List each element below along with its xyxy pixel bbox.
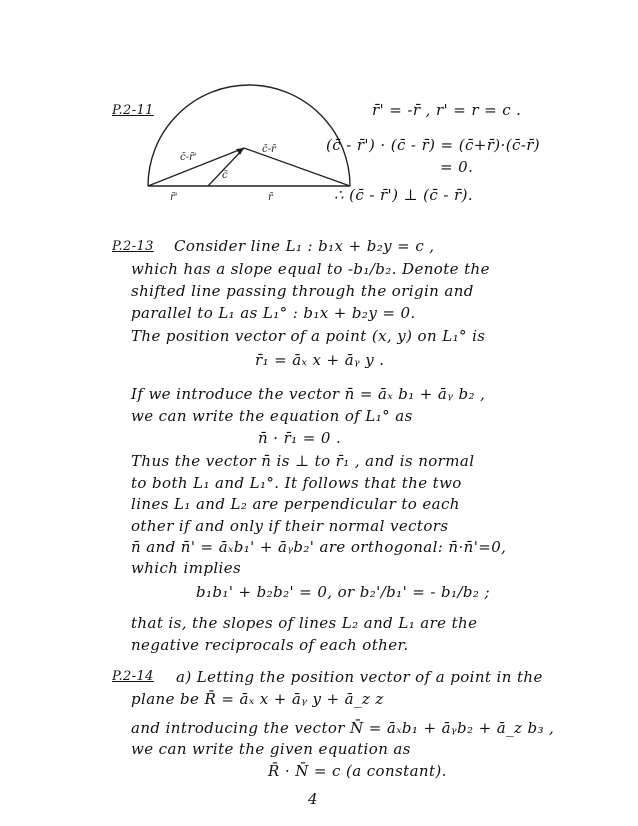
problem-label-2-14: P.2-14: [112, 669, 154, 684]
text-2-13-line-4: parallel to L₁ as L₁° : b₁x + b₂y = 0.: [131, 304, 416, 322]
fig-label-c: c̄: [222, 170, 228, 181]
text-2-14-line-1: a) Letting the position vector of a point in the: [176, 668, 543, 686]
text-2-13-line-12: lines L₁ and L₂ are perpendicular to each: [131, 495, 460, 513]
eq-2-11-line-3: = 0.: [440, 158, 474, 176]
eq-2-11-line-2: (c̄ - r̄') · (c̄ - r̄) = (c̄+r̄)·(c̄-r̄): [326, 136, 541, 154]
problem-label-2-11: P.2-11: [112, 103, 154, 118]
text-2-13-line-7: If we introduce the vector n̄ = āₓ b₁ + āᵧ b₂ ,: [131, 385, 486, 403]
text-2-13-line-14: n̄ and n̄' = āₓb₁' + āᵧb₂' are orthogonal: n̄·n̄'=0,: [131, 538, 507, 556]
text-2-13-line-17: that is, the slopes of lines L₂ and L₁ are the: [131, 614, 478, 632]
text-2-13-line-13: other if and only if their normal vectors: [131, 517, 449, 535]
text-2-14-line-5: R̄ · N̄ = c (a constant).: [268, 762, 447, 780]
fig-label-rprime: r̄': [170, 192, 178, 203]
text-2-13-line-6: r̄₁ = āₓ x + āᵧ y .: [255, 351, 385, 369]
text-2-14-line-2: plane be R̄ = āₓ x + āᵧ y + ā_z z: [131, 690, 384, 708]
text-2-13-line-15: which implies: [131, 559, 242, 577]
fig-label-c-minus-r: c̄-r̄: [262, 144, 276, 155]
text-2-13-line-5: The position vector of a point (x, y) on L₁° is: [131, 327, 486, 345]
fig-label-r: r̄: [268, 192, 273, 203]
text-2-13-line-3: shifted line passing through the origin and: [131, 282, 474, 300]
eq-2-11-line-1: r̄' = -r̄ , r' = r = c .: [372, 101, 522, 119]
problem-label-2-13: P.2-13: [112, 239, 154, 254]
text-2-13-line-2: which has a slope equal to -b₁/b₂. Denote the: [131, 260, 490, 278]
text-2-13-line-18: negative reciprocals of each other.: [131, 636, 409, 654]
text-2-13-line-8: we can write the equation of L₁° as: [131, 407, 413, 425]
text-2-13-line-1: Consider line L₁ : b₁x + b₂y = c ,: [174, 237, 435, 255]
text-2-13-line-11: to both L₁ and L₁°. It follows that the two: [131, 474, 462, 492]
text-2-14-line-3: and introducing the vector N̄ = āₓb₁ + āᵧb₂ + ā_z b₃ ,: [131, 719, 555, 737]
text-2-13-line-9: n̄ · r̄₁ = 0 .: [258, 429, 342, 447]
page-number: 4: [308, 790, 318, 808]
eq-2-11-line-4: ∴ (c̄ - r̄') ⊥ (c̄ - r̄).: [334, 186, 474, 204]
fig-label-c-minus-rprime: c̄-r̄': [180, 152, 197, 163]
text-2-13-line-16: b₁b₁' + b₂b₂' = 0, or b₂'/b₁' = - b₁/b₂ ;: [196, 583, 490, 601]
text-2-13-line-10: Thus the vector n̄ is ⊥ to r̄₁ , and is normal: [131, 452, 475, 470]
text-2-14-line-4: we can write the given equation as: [131, 740, 411, 758]
